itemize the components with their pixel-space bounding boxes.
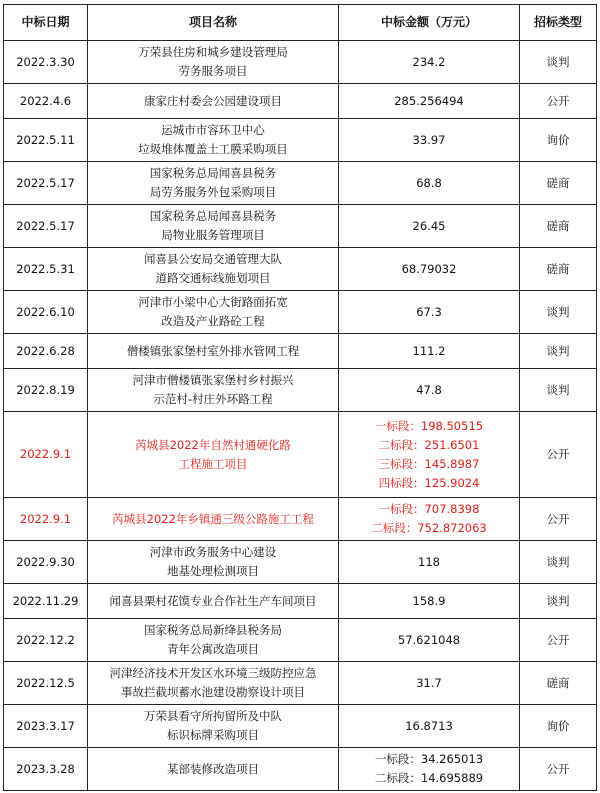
amount-line: 33.97 (412, 132, 446, 147)
amount-line: 57.621048 (397, 632, 461, 647)
table-body (4, 41, 597, 791)
project-name-line: 事故拦截坝蓄水池建设勘察设计项目 (121, 685, 305, 699)
cell-date: 2022.3.30 (4, 41, 88, 84)
amount-line: 285.256494 (394, 93, 464, 108)
cell-amount (339, 662, 520, 705)
cell-amount (339, 291, 520, 334)
cell-project (88, 41, 339, 84)
cell-type: 谈判 (520, 334, 597, 369)
cell-date: 2022.9.1 (4, 498, 88, 541)
amount-line: 16.8713 (405, 718, 453, 733)
project-name-line: 工程施工项目 (178, 456, 248, 471)
project-name-line: 万荣县看守所拘留所及中队 (144, 709, 282, 723)
header-date: 中标日期 (4, 5, 88, 41)
cell-project (88, 619, 339, 662)
table-row (4, 84, 597, 119)
amount-line: 26.45 (412, 218, 446, 233)
cell-date: 2022.5.11 (4, 119, 88, 162)
cell-date: 2022.5.17 (4, 205, 88, 248)
cell-type: 磋商 (520, 162, 597, 205)
cell-project (88, 369, 339, 412)
header-amount: 中标金额（万元） (339, 5, 520, 41)
cell-project (88, 334, 339, 369)
amount-line: 一标段：34.265013 (374, 752, 484, 766)
amount-line: 二标段：752.872063 (371, 521, 487, 535)
amount-line: 三标段：145.8987 (378, 456, 480, 471)
amount-line: 118 (418, 554, 440, 569)
project-name-line: 芮城县2022年乡镇通三级公路施工工程 (112, 511, 314, 526)
cell-type: 询价 (520, 119, 597, 162)
project-name-line: 垃圾堆体覆盖土工膜采购项目 (138, 142, 288, 156)
project-name-line: 劳务服务项目 (178, 64, 248, 78)
cell-amount (339, 248, 520, 291)
cell-type: 公开 (520, 619, 597, 662)
table-row (4, 369, 597, 412)
cell-project (88, 662, 339, 705)
table-row (4, 41, 597, 84)
project-name-line: 局物业服务管理项目 (161, 228, 265, 242)
table-row (4, 662, 597, 705)
amount-line: 一标段：707.8398 (378, 502, 480, 516)
cell-amount (339, 369, 520, 412)
cell-project (88, 412, 339, 498)
table-row (4, 205, 597, 248)
cell-date: 2022.5.31 (4, 248, 88, 291)
table-row (4, 119, 597, 162)
cell-type: 谈判 (520, 369, 597, 412)
amount-line: 47.8 (416, 382, 442, 397)
amount-line: 158.9 (412, 593, 446, 608)
project-name-line: 河津经济技术开发区水环境三级防控应急 (109, 666, 317, 680)
table-row (4, 748, 597, 791)
amount-line: 68.79032 (401, 261, 457, 276)
table-row (4, 619, 597, 662)
table-row (4, 541, 597, 584)
cell-amount (339, 541, 520, 584)
cell-amount (339, 119, 520, 162)
project-name-line: 闻喜县栗村花馍专业合作社生产车间项目 (109, 593, 317, 608)
table-row (4, 334, 597, 369)
project-name-line: 河津市小梁中心大街路面拓宽 (138, 295, 288, 309)
amount-line: 一标段：198.50515 (374, 418, 484, 433)
cell-type: 公开 (520, 412, 597, 498)
cell-date: 2022.4.6 (4, 84, 88, 119)
cell-date: 2022.6.28 (4, 334, 88, 369)
cell-date: 2022.12.5 (4, 662, 88, 705)
cell-amount (339, 619, 520, 662)
cell-amount (339, 748, 520, 791)
cell-type: 磋商 (520, 662, 597, 705)
table-row (4, 162, 597, 205)
cell-amount (339, 334, 520, 369)
cell-date: 2022.11.29 (4, 584, 88, 619)
amount-line: 67.3 (416, 304, 442, 319)
project-name-line: 运城市市容环卫中心 (161, 123, 265, 137)
project-name-line: 国家税务总局闻喜县税务 (149, 209, 277, 223)
project-name-line: 康家庄村委会公园建设项目 (144, 93, 282, 108)
cell-amount (339, 41, 520, 84)
cell-date: 2022.8.19 (4, 369, 88, 412)
table-row (4, 412, 597, 498)
project-name-line: 青年公寓改造项目 (167, 642, 259, 656)
cell-type: 谈判 (520, 41, 597, 84)
cell-type: 谈判 (520, 584, 597, 619)
cell-type: 公开 (520, 498, 597, 541)
cell-type: 谈判 (520, 291, 597, 334)
cell-project (88, 119, 339, 162)
table-row (4, 248, 597, 291)
table-header-row (4, 5, 597, 41)
amount-line: 234.2 (412, 54, 446, 69)
project-name-line: 河津市政务服务中心建设 (149, 545, 277, 559)
cell-project (88, 162, 339, 205)
amount-line: 31.7 (416, 675, 442, 690)
cell-date: 2022.9.1 (4, 412, 88, 498)
cell-type: 谈判 (520, 541, 597, 584)
project-name-line: 闻喜县公安局交通管理大队 (144, 252, 282, 266)
table-row (4, 584, 597, 619)
cell-project (88, 584, 339, 619)
header-project: 项目名称 (88, 5, 339, 41)
cell-type: 磋商 (520, 248, 597, 291)
cell-amount (339, 84, 520, 119)
cell-date: 2023.3.28 (4, 748, 88, 791)
amount-line: 二标段：14.695889 (374, 771, 484, 785)
project-name-line: 国家税务总局闻喜县税务 (149, 166, 277, 180)
amount-line: 111.2 (412, 343, 446, 358)
table-row (4, 498, 597, 541)
project-name-line: 某部装修改造项目 (167, 761, 259, 776)
cell-type: 公开 (520, 84, 597, 119)
cell-project (88, 248, 339, 291)
cell-type: 询价 (520, 705, 597, 748)
cell-project (88, 541, 339, 584)
project-name-line: 僧楼镇张家堡村室外排水管网工程 (126, 343, 300, 358)
project-name-line: 河津市僧楼镇张家堡村乡村振兴 (132, 373, 294, 387)
project-name-line: 芮城县2022年自然村通硬化路 (135, 437, 291, 452)
table-row (4, 705, 597, 748)
project-name-line: 局劳务服务外包采购项目 (149, 185, 277, 199)
cell-amount (339, 705, 520, 748)
cell-amount (339, 584, 520, 619)
bid-results-table (3, 4, 597, 791)
cell-amount (339, 162, 520, 205)
cell-date: 2022.6.10 (4, 291, 88, 334)
amount-line: 68.8 (416, 175, 442, 190)
amount-line: 四标段：125.9024 (378, 475, 480, 490)
project-name-line: 万荣县住房和城乡建设管理局 (138, 45, 288, 59)
cell-project (88, 498, 339, 541)
project-name-line: 国家税务总局新绛县税务局 (144, 623, 282, 637)
cell-date: 2022.12.2 (4, 619, 88, 662)
cell-amount (339, 205, 520, 248)
project-name-line: 地基处理检测项目 (167, 564, 259, 578)
cell-project (88, 705, 339, 748)
cell-date: 2023.3.17 (4, 705, 88, 748)
cell-date: 2022.9.30 (4, 541, 88, 584)
cell-amount (339, 498, 520, 541)
cell-project (88, 84, 339, 119)
project-name-line: 改造及产业路砼工程 (161, 314, 265, 328)
cell-type: 公开 (520, 748, 597, 791)
table-row (4, 291, 597, 334)
project-name-line: 标识标牌采购项目 (167, 728, 259, 742)
header-type: 招标类型 (520, 5, 597, 41)
cell-project (88, 748, 339, 791)
cell-type: 磋商 (520, 205, 597, 248)
amount-line: 二标段：251.6501 (378, 437, 480, 452)
project-name-line: 示范村-村庄外环路工程 (153, 392, 273, 406)
cell-date: 2022.5.17 (4, 162, 88, 205)
cell-project (88, 291, 339, 334)
cell-amount (339, 412, 520, 498)
cell-project (88, 205, 339, 248)
project-name-line: 道路交通标线施划项目 (155, 271, 271, 285)
